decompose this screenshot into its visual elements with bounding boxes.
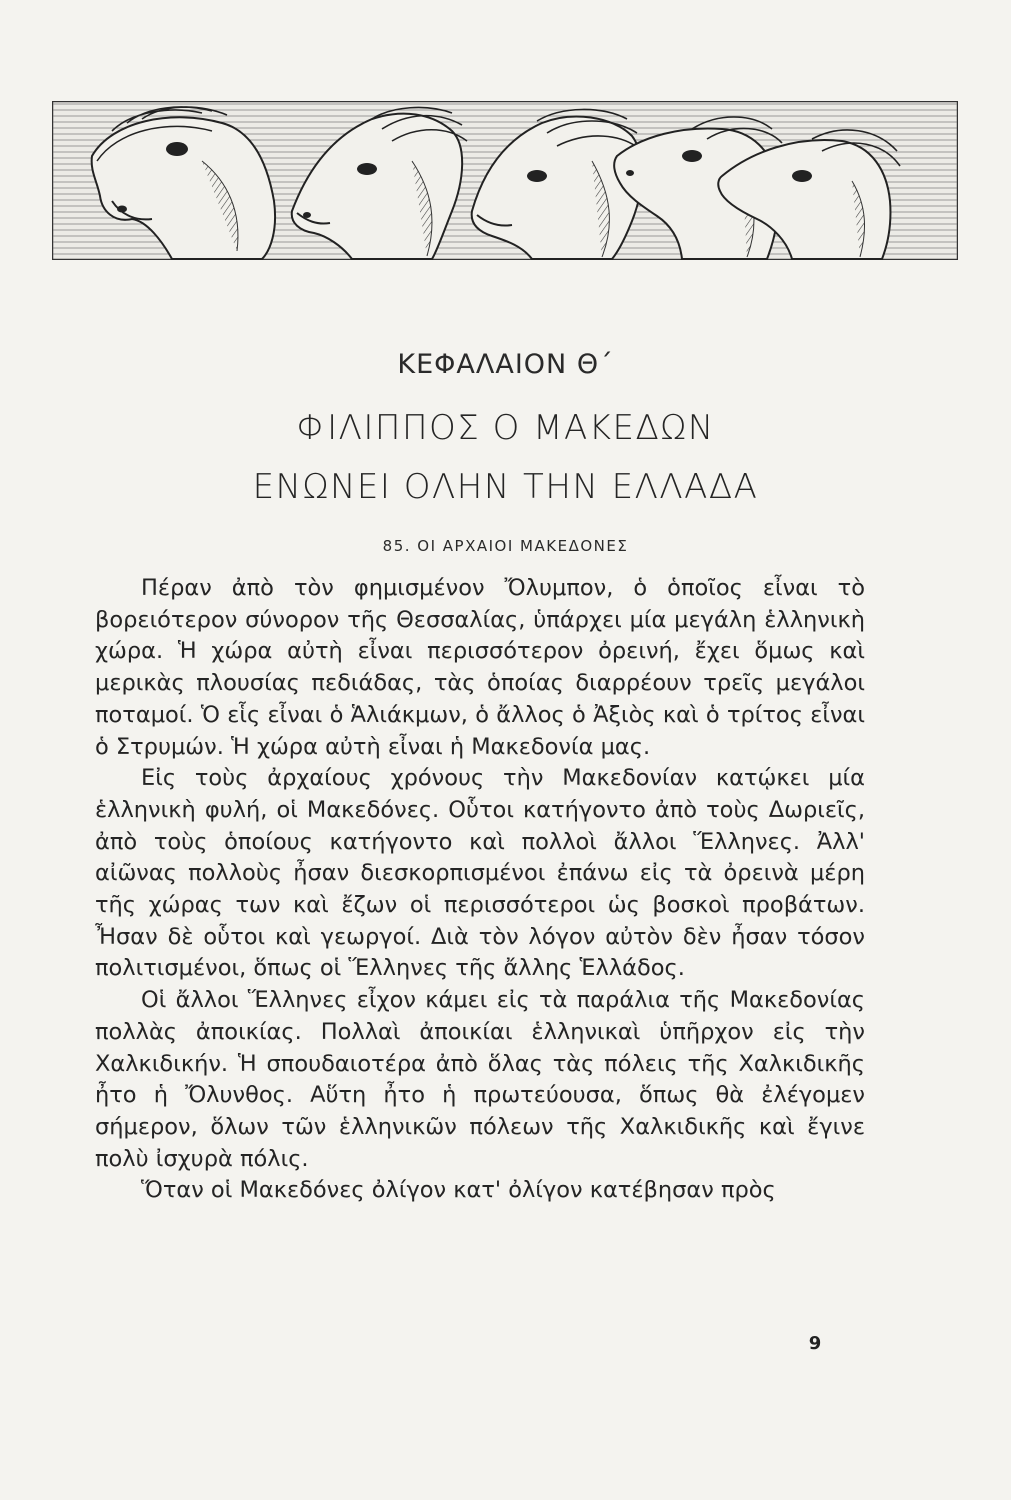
page-number: 9 xyxy=(808,1333,822,1354)
paragraph-3: Οἱ ἄλλοι Ἕλληνες εἶχον κάμει εἰς τὰ παράλια τῆς Μακεδονίας πολλὰς ἀποικίας. Πολλαὶ ἀποικίαι ἑλληνικαὶ ὑπῆρχον εἰς τὴν Χαλκιδικήν. Ἡ σπουδαιοτέρα ἀπὸ ὅλας τὰς πόλεις τῆς Χαλκιδικῆς ἦτο ἡ Ὄλυνθος. Αὕτη ἦτο ἡ πρωτεύουσα, ὅπως θὰ ἐλέγομεν σήμερον, ὅλων τῶν ἑλληνικῶν πόλεων τῆς Χαλκιδικῆς καὶ ἔγινε πολὺ ἰσχυρὰ πόλις. xyxy=(95,987,865,1172)
paragraph-1: Πέραν ἀπὸ τὸν φημισμένον Ὄλυμπον, ὁ ὁποῖος εἶναι τὸ βορειότερον σύνορον τῆς Θεσσαλίας, ὑπάρχει μία μεγάλη ἑλληνικὴ χώρα. Ἡ χώρα αὐτὴ εἶναι περισσότερον ὀρεινή, ἔχει ὅμως καὶ μερικὰς πλουσίας πεδιάδας, τὰς ὁποίας διαρρέουν τρεῖς μεγάλοι ποταμοί. Ὁ εἷς εἶναι ὁ Ἁλιάκμων, ὁ ἄλλος ὁ Ἀξιὸς καὶ ὁ τρίτος εἶναι ὁ Στρυμών. Ἡ χώρα αὐτὴ εἶναι ἡ Μακεδονία μας. xyxy=(95,575,865,760)
section-heading: 85. ΟΙ ΑΡΧΑΙΟΙ ΜΑΚΕΔΟΝΕΣ xyxy=(382,537,629,555)
chapter-label: ΚΕΦΑΛΑΙΟΝ Θ΄ xyxy=(397,349,614,380)
paragraph-4: Ὅταν οἱ Μακεδόνες ὀλίγον κατ' ὀλίγον κατέβησαν πρὸς xyxy=(141,1177,776,1204)
horses-frieze-icon xyxy=(52,101,958,260)
body-text xyxy=(95,573,865,1207)
paragraph-2: Εἰς τοὺς ἀρχαίους χρόνους τὴν Μακεδονίαν κατῴκει μία ἑλληνικὴ φυλή, οἱ Μακεδόνες. Οὗτοι κατήγοντο ἀπὸ τοὺς Δωριεῖς, ἀπὸ τοὺς ὁποίους κατήγοντο καὶ πολλοὶ ἄλλοι Ἕλληνες. Ἀλλ' αἰῶνας πολλοὺς ἦσαν διεσκορπισμένοι ἐπάνω εἰς τὰ ὀρεινὰ μέρη τῆς χώρας των καὶ ἔζων οἱ περισσότεροι ὡς βοσκοὶ προβάτων. Ἦσαν δὲ οὗτοι καὶ γεωργοί. Διὰ τὸν λόγον αὐτὸν δὲν ἦσαν τόσον πολιτισμένοι, ὅπως οἱ Ἕλληνες τῆς ἄλλης Ἑλλάδος. xyxy=(95,765,865,982)
chapter-title-line-2: ΕΝΩΝΕΙ ΟΛΗΝ ΤΗΝ ΕΛΛΑΔΑ xyxy=(252,467,759,507)
chapter-title-line-1: ΦΙΛΙΠΠΟΣ Ο ΜΑΚΕΔΩΝ xyxy=(296,408,715,448)
